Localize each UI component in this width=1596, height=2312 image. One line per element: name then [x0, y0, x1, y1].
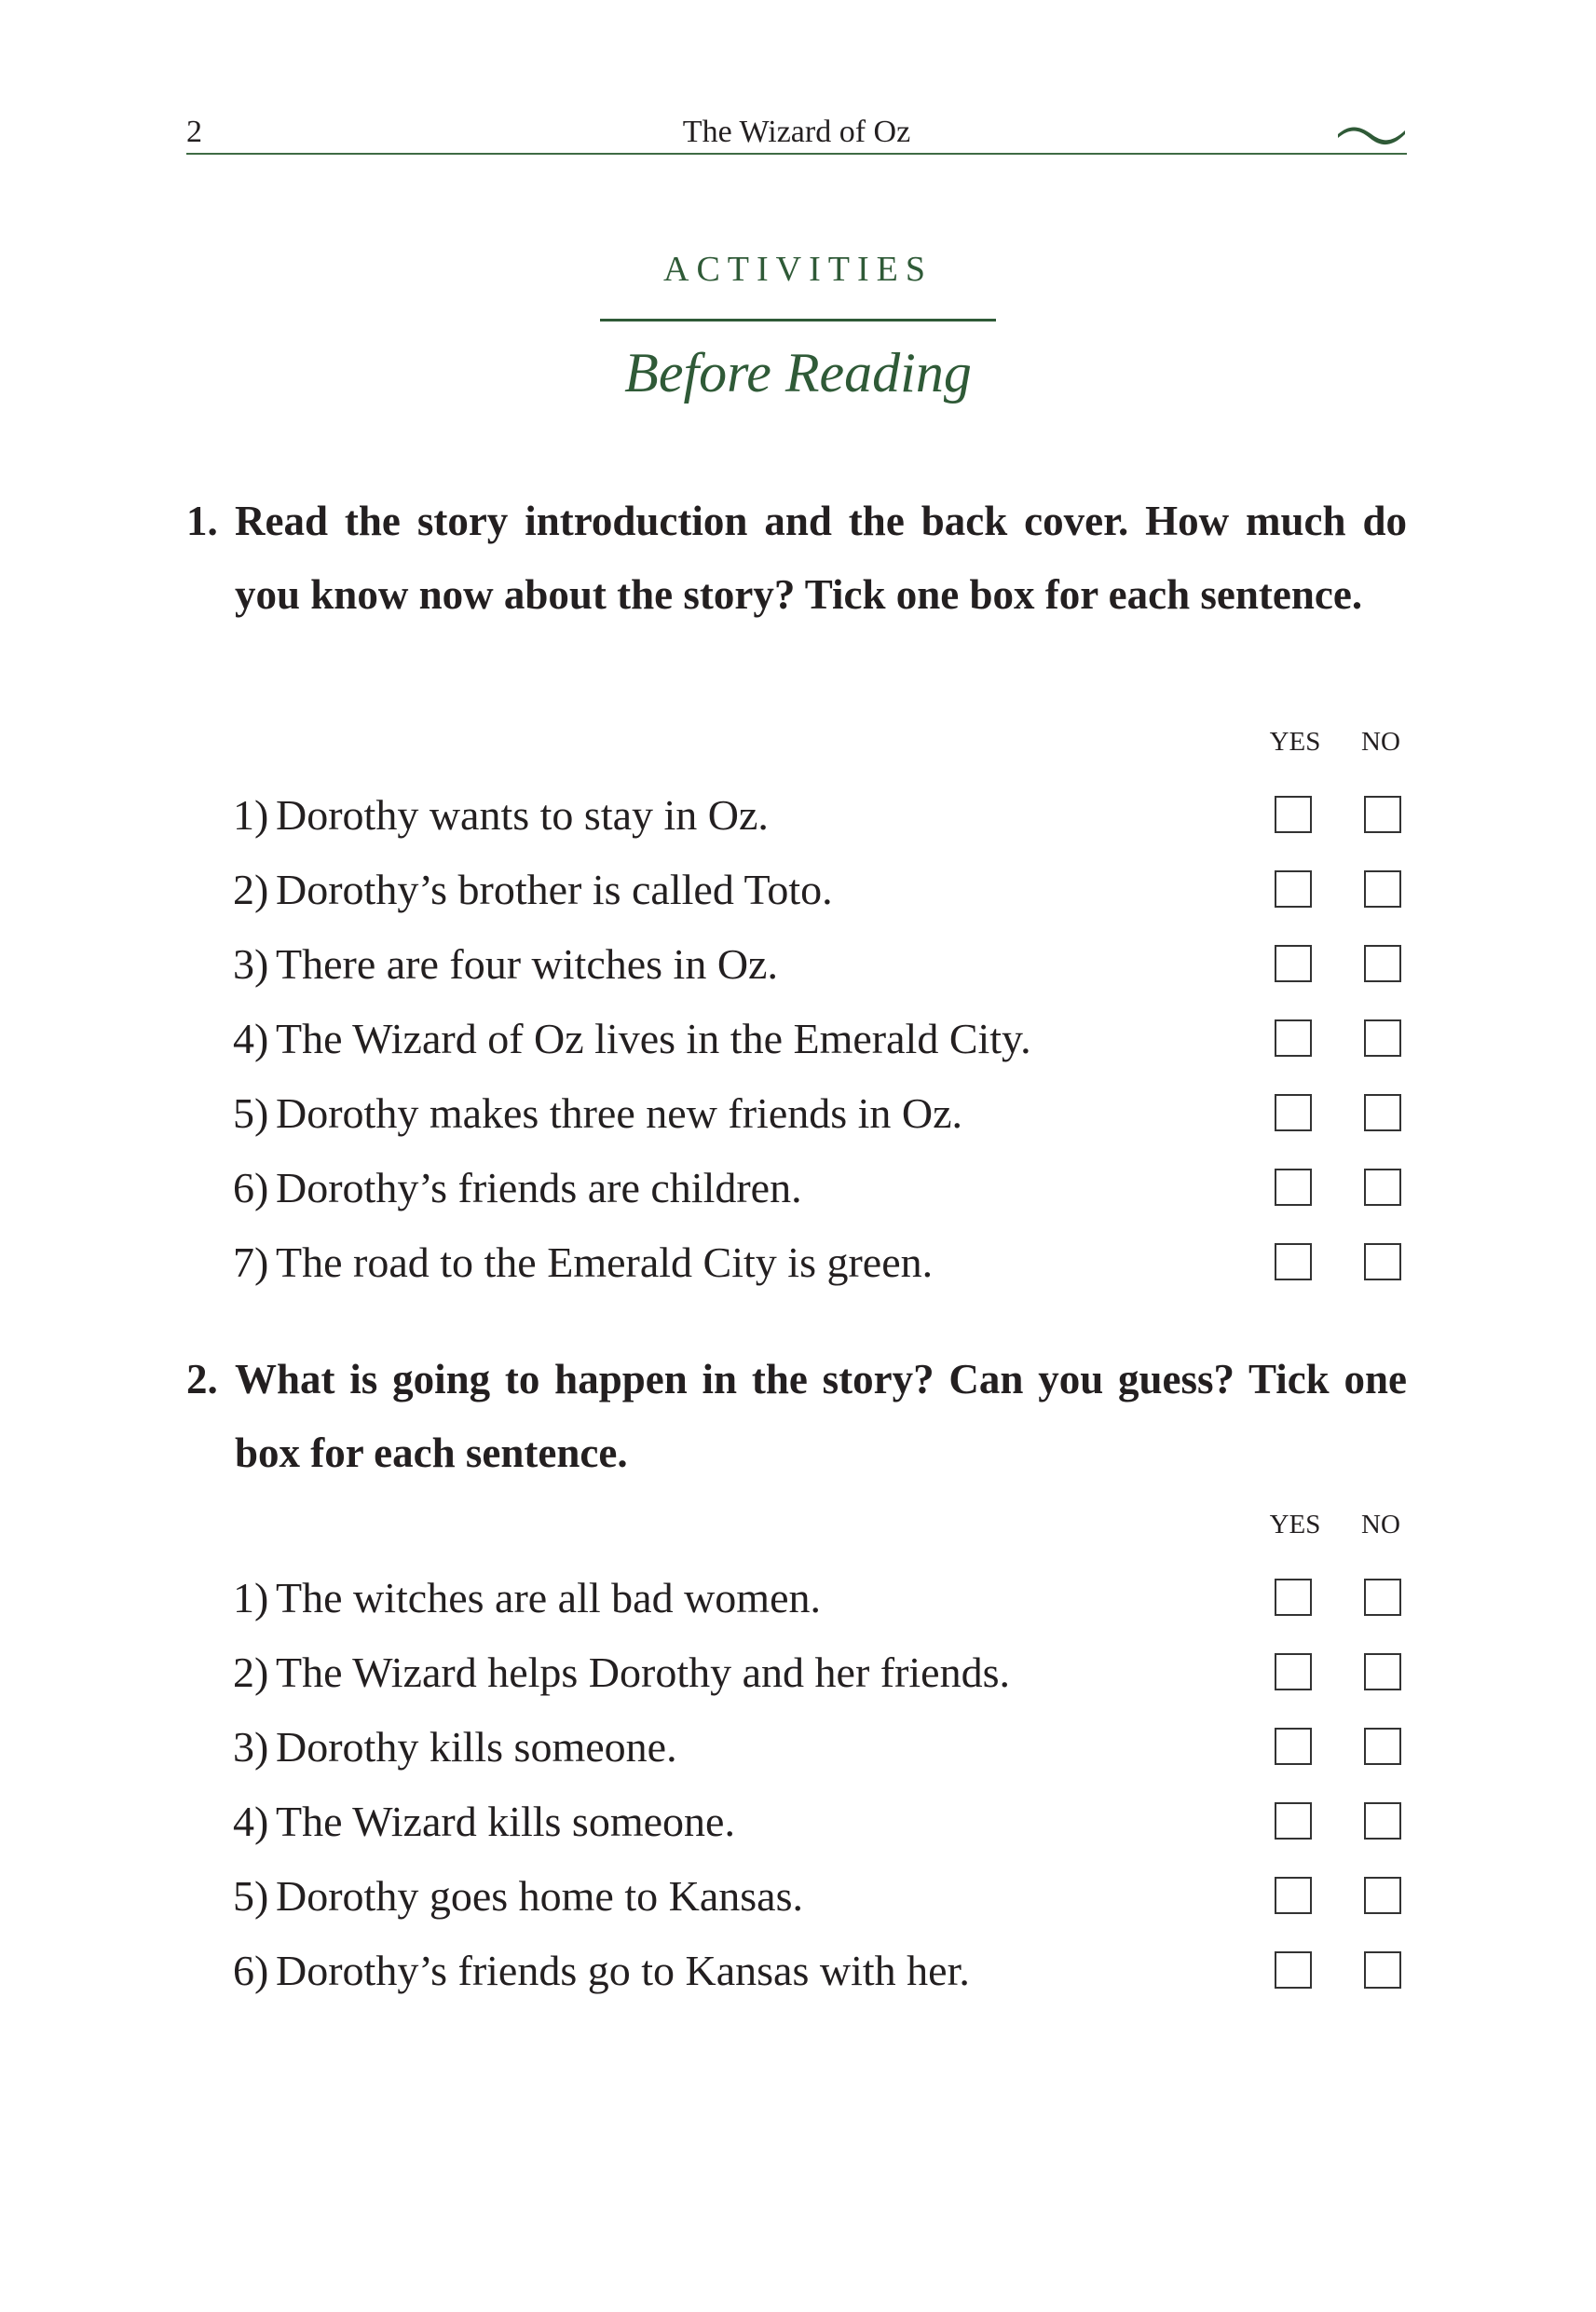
statement-number: 5)	[233, 1089, 269, 1137]
no-checkbox[interactable]	[1364, 796, 1401, 833]
yes-checkbox[interactable]	[1275, 945, 1312, 982]
question-2	[186, 1343, 1407, 1490]
no-checkbox[interactable]	[1364, 1579, 1401, 1616]
statement-text: The Wizard kills someone.	[276, 1798, 735, 1845]
yes-checkbox[interactable]	[1275, 1169, 1312, 1206]
no-checkbox[interactable]	[1364, 1653, 1401, 1690]
yes-checkbox[interactable]	[1275, 1877, 1312, 1914]
statement-row	[233, 1785, 1409, 1859]
statement-text: The Wizard of Oz lives in the Emerald City.	[276, 1015, 1031, 1062]
yes-checkbox[interactable]	[1275, 1728, 1312, 1765]
statement-text: There are four witches in Oz.	[276, 940, 778, 988]
statement-row	[233, 927, 1409, 1002]
statement-text: The road to the Emerald City is green.	[276, 1238, 934, 1286]
yes-checkbox[interactable]	[1275, 796, 1312, 833]
statement-number: 3)	[233, 1723, 269, 1771]
no-checkbox[interactable]	[1364, 945, 1401, 982]
statement-row	[233, 1225, 1409, 1300]
statement-row	[233, 1934, 1409, 2008]
statement-row	[233, 1635, 1409, 1710]
yes-column-header: YES	[1269, 727, 1321, 757]
statement-text: Dorothy wants to stay in Oz.	[276, 791, 769, 839]
no-checkbox[interactable]	[1364, 1877, 1401, 1914]
no-column-header: NO	[1361, 727, 1400, 757]
no-checkbox[interactable]	[1364, 1094, 1401, 1131]
statement-number: 5)	[233, 1872, 269, 1920]
statement-number: 2)	[233, 1648, 269, 1696]
statement-row	[233, 1002, 1409, 1076]
no-checkbox[interactable]	[1364, 870, 1401, 908]
no-checkbox[interactable]	[1364, 1728, 1401, 1765]
statement-row	[233, 1561, 1409, 1635]
statement-number: 1)	[233, 791, 269, 839]
yes-checkbox[interactable]	[1275, 1579, 1312, 1616]
section-label: ACTIVITIES	[663, 250, 933, 289]
statement-row	[233, 1151, 1409, 1225]
statement-number: 6)	[233, 1164, 269, 1211]
statement-text: The Wizard helps Dorothy and her friends.	[276, 1648, 1010, 1696]
wave-icon	[1336, 123, 1407, 147]
title-divider	[600, 319, 996, 321]
statement-text: Dorothy kills someone.	[276, 1723, 677, 1771]
question-number: 1.	[186, 498, 218, 544]
no-checkbox[interactable]	[1364, 1802, 1401, 1840]
statement-number: 2)	[233, 866, 269, 913]
no-checkbox[interactable]	[1364, 1169, 1401, 1206]
statement-number: 4)	[233, 1798, 269, 1845]
yes-checkbox[interactable]	[1275, 1094, 1312, 1131]
statement-number: 3)	[233, 940, 269, 988]
yes-checkbox[interactable]	[1275, 870, 1312, 908]
yes-checkbox[interactable]	[1275, 1243, 1312, 1280]
header-rule	[186, 153, 1407, 155]
statement-number: 6)	[233, 1947, 269, 1994]
statement-row	[233, 1859, 1409, 1934]
yes-checkbox[interactable]	[1275, 1951, 1312, 1989]
section-title: Before Reading	[624, 342, 972, 404]
statement-text: Dorothy’s friends are children.	[276, 1164, 802, 1211]
question-1	[186, 485, 1407, 632]
yes-checkbox[interactable]	[1275, 1019, 1312, 1057]
statement-number: 7)	[233, 1238, 269, 1286]
statement-text: Dorothy makes three new friends in Oz.	[276, 1089, 963, 1137]
no-column-header: NO	[1361, 1510, 1400, 1539]
question-text: What is going to happen in the story? Can you guess? Tick one box for each sentence.	[235, 1356, 1407, 1476]
no-checkbox[interactable]	[1364, 1019, 1401, 1057]
statement-text: Dorothy’s friends go to Kansas with her.	[276, 1947, 970, 1994]
statement-number: 1)	[233, 1574, 269, 1621]
statement-text: Dorothy goes home to Kansas.	[276, 1872, 803, 1920]
statement-row	[233, 1710, 1409, 1785]
statement-text: Dorothy’s brother is called Toto.	[276, 866, 833, 913]
yes-column-header: YES	[1269, 1510, 1321, 1539]
statement-text: The witches are all bad women.	[276, 1574, 821, 1621]
question-number: 2.	[186, 1356, 218, 1402]
page-number: 2	[186, 115, 202, 149]
no-checkbox[interactable]	[1364, 1243, 1401, 1280]
statement-row	[233, 853, 1409, 927]
running-title: The Wizard of Oz	[682, 115, 911, 149]
no-checkbox[interactable]	[1364, 1951, 1401, 1989]
question-text: Read the story introduction and the back cover. How much do you know now about the story? Tick one box for each sentence.	[235, 498, 1407, 618]
statement-row	[233, 778, 1409, 853]
yes-checkbox[interactable]	[1275, 1802, 1312, 1840]
running-header	[186, 110, 1407, 157]
statement-row	[233, 1076, 1409, 1151]
statement-number: 4)	[233, 1015, 269, 1062]
yes-checkbox[interactable]	[1275, 1653, 1312, 1690]
